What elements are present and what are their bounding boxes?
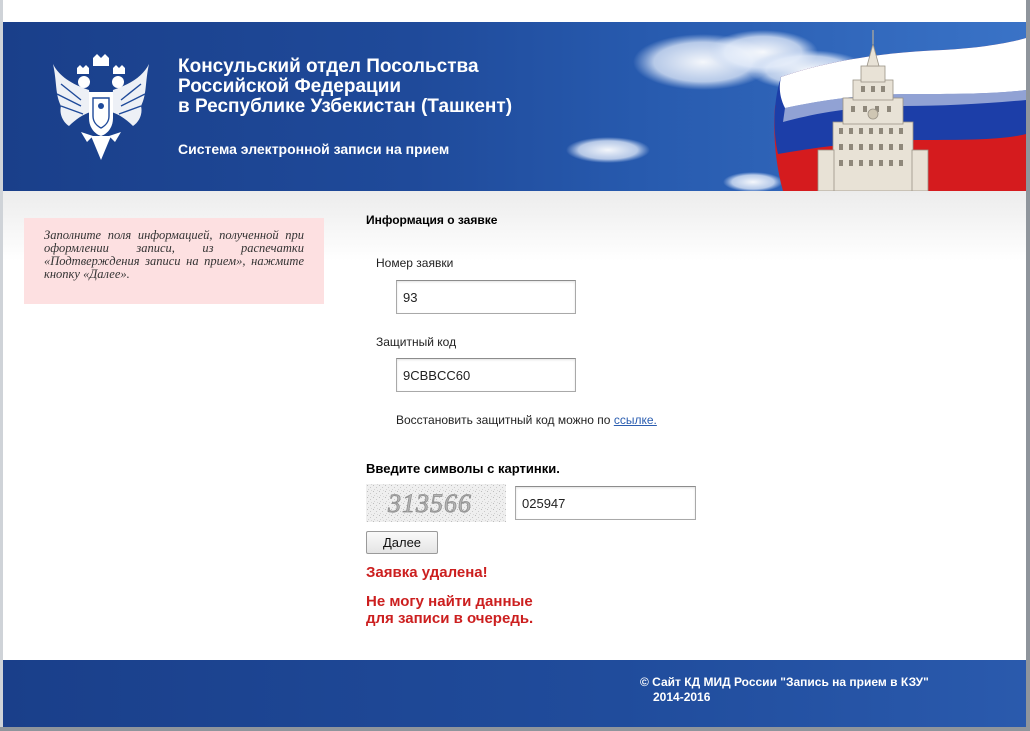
error-not-found-line-2: для записи в очередь. xyxy=(366,610,534,627)
site-footer xyxy=(3,660,1026,727)
security-code-label: Защитный код xyxy=(376,335,457,349)
header-title xyxy=(178,57,512,117)
header-title-line-3: в Республике Узбекистан (Ташкент) xyxy=(178,96,513,117)
captcha-title: Введите символы с картинки. xyxy=(366,461,560,476)
captcha-image xyxy=(366,484,506,522)
header-subtitle: Система электронной записи на прием xyxy=(178,141,450,157)
application-number-input[interactable] xyxy=(396,280,576,314)
footer-years: 2014-2016 xyxy=(653,690,711,704)
coat-of-arms-icon xyxy=(51,54,151,162)
security-code-input[interactable] xyxy=(396,358,576,392)
footer-copyright: © Сайт КД МИД России "Запись на прием в КЗУ" xyxy=(640,675,929,689)
window-frame-right xyxy=(1026,0,1030,731)
instruction-text: Заполните поля информацией, полученной при оформлении записи, из распечатки «Подтверждения записи на прием», нажмите кнопку «Далее». xyxy=(44,228,304,281)
error-not-found-line-1: Не могу найти данные xyxy=(366,593,533,610)
header-title-line-1: Консульский отдел Посольства xyxy=(178,56,479,77)
top-strip xyxy=(3,0,1026,22)
site-header xyxy=(3,22,1026,191)
restore-code-link[interactable]: ссылке. xyxy=(613,413,657,427)
next-button[interactable]: Далее xyxy=(366,531,438,554)
instruction-box xyxy=(24,218,324,304)
application-number-label: Номер заявки xyxy=(376,256,454,270)
window-frame-bottom xyxy=(0,727,1030,731)
section-title: Информация о заявке xyxy=(366,213,498,227)
header-title-line-2: Российской Федерации xyxy=(178,76,402,97)
error-application-deleted: Заявка удалена! xyxy=(366,564,488,581)
captcha-image-text: 313566 xyxy=(388,489,472,518)
restore-code-hint xyxy=(396,413,657,427)
captcha-input[interactable] xyxy=(515,486,696,520)
flag-and-building-image xyxy=(623,22,1026,191)
restore-code-text: Восстановить защитный код можно по xyxy=(396,413,611,427)
